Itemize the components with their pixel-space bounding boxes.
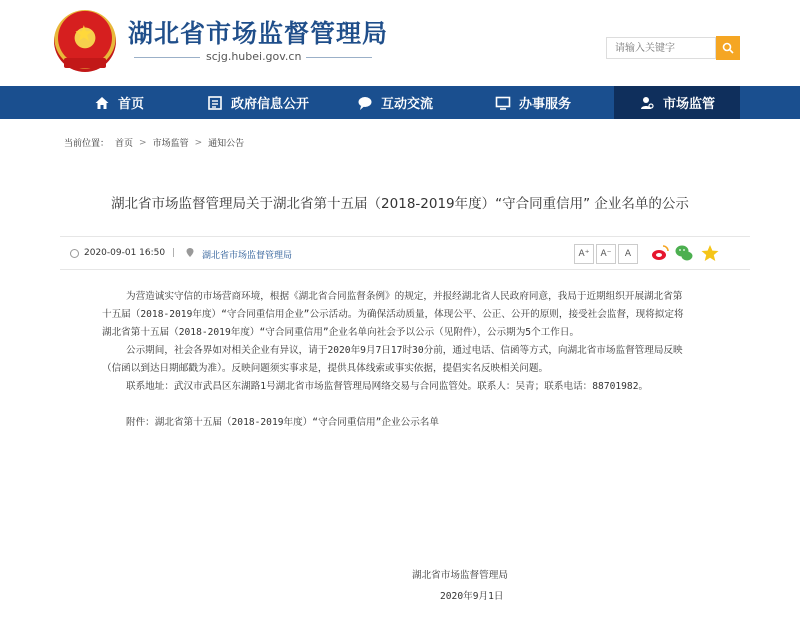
font-increase-button[interactable]: A⁺	[574, 244, 594, 264]
site-url: scjg.hubei.gov.cn	[206, 50, 302, 63]
search-button[interactable]	[716, 36, 740, 60]
magnifier-person-icon	[639, 95, 655, 111]
signature: 湖北省市场监督管理局	[412, 570, 508, 581]
breadcrumb-item-market[interactable]: 市场监管	[152, 139, 189, 149]
article-paragraph: 联系地址：武汉市武昌区东湖路1号湖北省市场监督管理局网络交易与合同监管处。联系人：吴青；联系电话：88701982。	[126, 381, 649, 392]
location-icon	[186, 248, 194, 257]
breadcrumb-label: 当前位置：	[64, 139, 110, 149]
font-reset-button[interactable]: A	[618, 244, 638, 264]
attachment-link[interactable]: 附件：湖北省第十五届（2018-2019年度）“守合同重信用”企业公示名单	[126, 417, 439, 428]
nav-label: 政府信息公开	[231, 97, 310, 112]
chat-icon	[357, 95, 373, 111]
article-title: 湖北省市场监督管理局关于湖北省第十五届（2018-2019年度）“守合同重信用” 企业名单的公示	[111, 196, 689, 212]
nav-item-home[interactable]	[94, 86, 144, 119]
clock-icon	[70, 249, 79, 258]
search-input[interactable]	[606, 37, 716, 59]
nav-label: 市场监管	[662, 97, 715, 112]
article-meta-bar	[60, 236, 750, 270]
monitor-icon	[495, 95, 511, 111]
article-body	[102, 288, 692, 432]
signature-date: 2020年9月1日	[440, 591, 504, 602]
nav-label: 互动交流	[381, 97, 434, 112]
search-icon	[722, 42, 734, 54]
breadcrumb-item-notice[interactable]: 通知公告	[208, 139, 245, 149]
font-decrease-button[interactable]: A⁻	[596, 244, 616, 264]
meta-separator: |	[172, 248, 176, 258]
nav-item-gov-info[interactable]	[207, 86, 309, 119]
main-nav	[0, 86, 800, 119]
url-divider-right	[306, 57, 372, 58]
article-paragraph: 为营造诚实守信的市场营商环境，根据《湖北省合同监督条例》的规定，并报经湖北省人民政府同意，我局于近期组织开展湖北省第十五届（2018-2019年度）“守合同重信用企业”公示活动。为确保活动质量，体现公平、公正、公开的原则，接受社会监督，现将拟定将湖北省第十五届（2018-2019年度）“守合同重信用”企业名单向社会予以公示（见附件），公示期为5个工作日。	[102, 291, 684, 338]
site-header	[0, 0, 800, 86]
nav-label: 首页	[118, 97, 145, 112]
star-icon[interactable]	[700, 243, 720, 263]
breadcrumb-separator: >	[139, 137, 147, 148]
national-emblem-icon[interactable]: ★	[54, 10, 116, 72]
wechat-icon[interactable]	[674, 243, 694, 263]
nav-item-interaction[interactable]	[357, 86, 433, 119]
breadcrumb-item-home[interactable]: 首页	[115, 139, 134, 149]
publish-date: 2020-09-01 16:50	[84, 248, 166, 258]
breadcrumb	[64, 136, 244, 149]
nav-label: 办事服务	[519, 97, 572, 112]
nav-item-services[interactable]	[495, 86, 571, 119]
document-icon	[207, 95, 223, 111]
article-paragraph: 公示期间，社会各界如对相关企业有异议，请于2020年9月7日17时30分前，通过电话、信函等方式，向湖北省市场监督管理局反映（信函以到达日期邮戳为准）。反映问题须实事求是，提供具体线索或事实依据，提倡实名反映相关问题。	[102, 345, 683, 374]
site-title[interactable]: 湖北省市场监督管理局	[128, 19, 389, 48]
nav-item-market-supervision[interactable]	[614, 86, 740, 119]
home-icon	[94, 95, 110, 111]
weibo-icon[interactable]	[650, 243, 670, 263]
article-source[interactable]: 湖北省市场监督管理局	[202, 251, 293, 261]
url-divider-left	[134, 57, 200, 58]
breadcrumb-separator: >	[194, 137, 203, 148]
